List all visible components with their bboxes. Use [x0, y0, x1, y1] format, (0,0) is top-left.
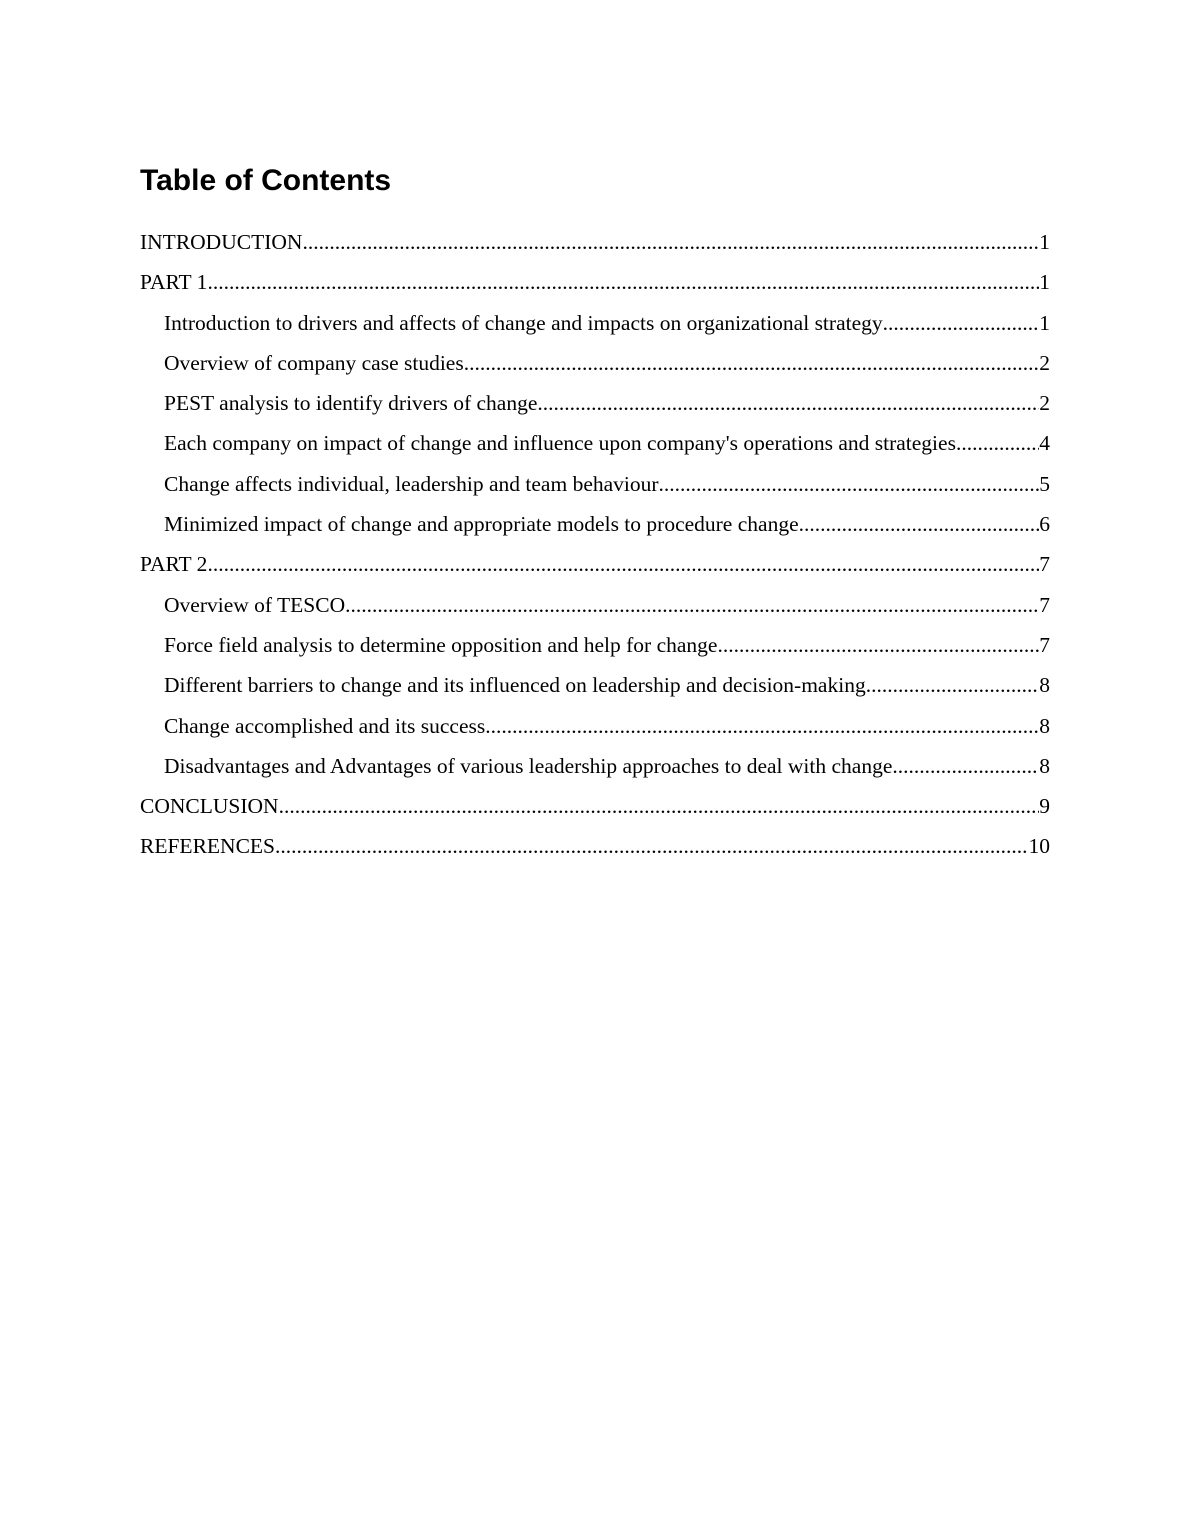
toc-entry-text: Change affects individual, leadership and team behaviour	[164, 471, 659, 496]
toc-entry[interactable]	[140, 589, 1050, 629]
toc-entry[interactable]	[140, 710, 1050, 750]
toc-entry-text: CONCLUSION	[140, 794, 279, 819]
toc-page-number: 9	[1039, 794, 1050, 819]
toc-page-number: 8	[1039, 753, 1050, 778]
toc-entry-text: Force field analysis to determine opposition and help for change	[164, 632, 718, 657]
toc-dot-leader	[464, 347, 1040, 379]
toc-page-number: 4	[1039, 431, 1050, 456]
toc-entry-text: Change accomplished and its success	[164, 713, 486, 738]
toc-entry-text: PEST analysis to identify drivers of change	[164, 391, 538, 416]
toc-dot-leader	[799, 508, 1040, 540]
toc-dot-leader	[866, 669, 1040, 701]
toc-page-number: 6	[1039, 512, 1050, 537]
toc-dot-leader	[892, 750, 1039, 782]
toc-dot-leader	[302, 226, 1039, 258]
toc-entry[interactable]	[140, 347, 1050, 387]
toc-entry-text: PART 2	[140, 552, 208, 577]
toc-page-number: 1	[1039, 270, 1050, 295]
toc-page-number: 2	[1039, 350, 1050, 375]
toc-dot-leader	[207, 266, 1039, 298]
toc-page-number: 7	[1039, 592, 1050, 617]
toc-page-number: 5	[1039, 471, 1050, 496]
toc-entry-text: Introduction to drivers and affects of change and impacts on organizational strategy	[164, 310, 883, 335]
toc-dot-leader	[207, 548, 1039, 580]
toc-page-number: 10	[1028, 834, 1050, 859]
toc-entry-text: Minimized impact of change and appropriate models to procedure change	[164, 512, 799, 537]
toc-page-number: 1	[1039, 310, 1050, 335]
toc-entry-text: Each company on impact of change and influence upon company's operations and strategies.	[164, 431, 962, 456]
toc-page-number: 7	[1039, 632, 1050, 657]
toc-entry[interactable]	[140, 387, 1050, 427]
toc-page-number: 7	[1039, 552, 1050, 577]
toc-page-number: 2	[1039, 391, 1050, 416]
toc-entry[interactable]	[140, 669, 1050, 709]
toc-entry[interactable]	[140, 790, 1050, 830]
toc-entry[interactable]	[140, 226, 1050, 266]
toc-list	[140, 226, 1050, 871]
toc-dot-leader	[883, 307, 1040, 339]
toc-dot-leader	[537, 387, 1039, 419]
toc-entry-text: Overview of TESCO	[164, 592, 346, 617]
toc-page-number: 8	[1039, 673, 1050, 698]
toc-entry[interactable]	[140, 830, 1050, 870]
toc-entry-text: INTRODUCTION	[140, 230, 303, 254]
toc-title: Table of Contents	[140, 164, 392, 197]
toc-dot-leader	[275, 830, 1029, 862]
toc-entry[interactable]	[140, 266, 1050, 306]
toc-entry-text: Different barriers to change and its influenced on leadership and decision-making	[164, 673, 866, 698]
toc-entry-text: PART 1	[140, 270, 208, 295]
toc-entry[interactable]	[140, 750, 1050, 790]
toc-dot-leader	[659, 468, 1040, 500]
toc-entry[interactable]	[140, 427, 1050, 467]
toc-page-number: 8	[1039, 713, 1050, 738]
toc-entry-text: Overview of company case studies	[164, 350, 464, 375]
toc-dot-leader	[717, 629, 1039, 661]
toc-entry-text: Disadvantages and Advantages of various leadership approaches to deal with change	[164, 753, 893, 778]
toc-entry-text: REFERENCES	[140, 834, 275, 859]
toc-dot-leader	[279, 790, 1040, 822]
toc-dot-leader	[345, 589, 1039, 621]
toc-entry[interactable]	[140, 508, 1050, 548]
toc-entry[interactable]	[140, 468, 1050, 508]
toc-entry[interactable]	[140, 307, 1050, 347]
toc-dot-leader	[961, 427, 1039, 459]
toc-entry[interactable]	[140, 629, 1050, 669]
toc-entry[interactable]	[140, 548, 1050, 588]
toc-page-number: 1	[1039, 230, 1050, 254]
toc-dot-leader	[485, 710, 1039, 742]
